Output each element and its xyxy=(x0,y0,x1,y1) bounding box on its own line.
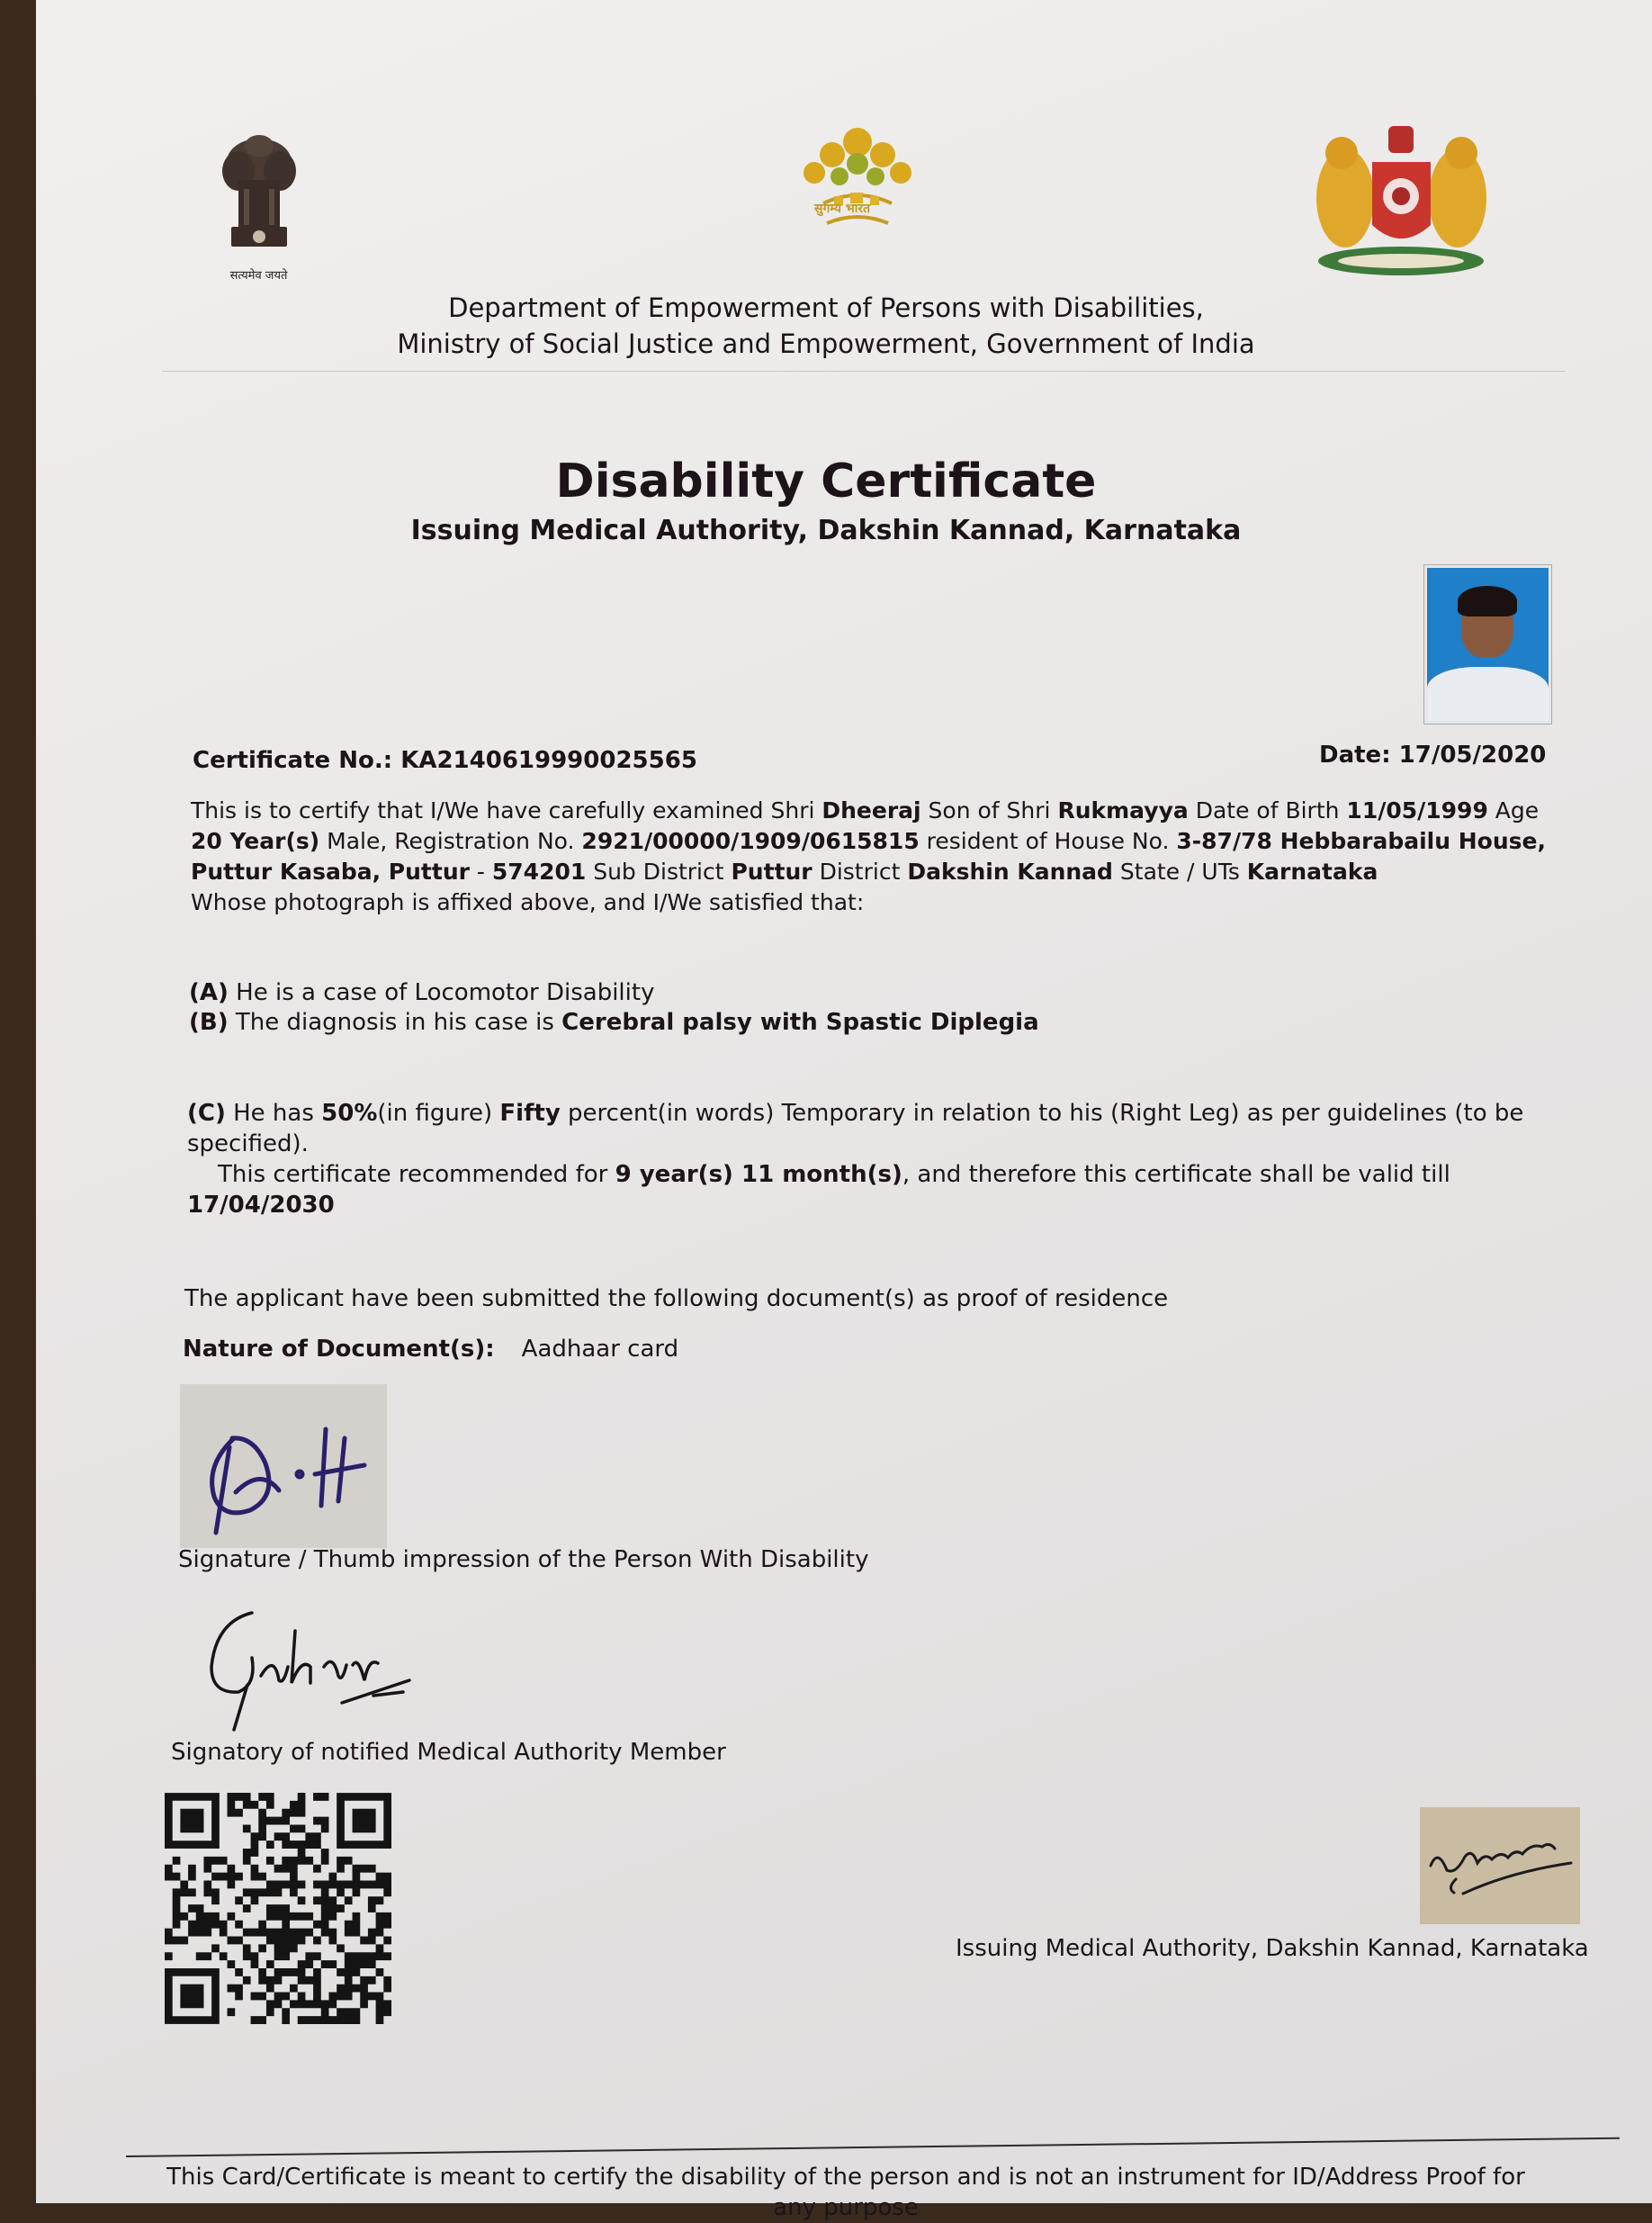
item-c-text: percent(in words) Temporary in relation to his (Right Leg) as per guidelines (to be specified). xyxy=(187,1100,1524,1157)
recommendation xyxy=(187,1159,1555,1220)
validity-period: 9 year(s) 11 month(s) xyxy=(615,1161,902,1188)
body-text: Date of Birth xyxy=(1188,797,1347,824)
district: Dakshin Kannad xyxy=(907,859,1113,885)
body-text: Male, Registration No. xyxy=(319,828,582,854)
body-text: State / UTs xyxy=(1112,859,1247,885)
item-b-label: (B) xyxy=(189,1009,229,1036)
certificate-title: Disability Certificate xyxy=(555,454,1097,508)
item-b xyxy=(189,1009,1039,1036)
item-c-text: (in figure) xyxy=(377,1100,500,1127)
applicant-photo xyxy=(1424,565,1551,724)
item-a-label: (A) xyxy=(189,979,229,1006)
body-text: - xyxy=(469,859,492,885)
pin-code: 574201 xyxy=(491,859,587,885)
body-text: Age xyxy=(1487,797,1540,824)
department-header xyxy=(0,290,1652,362)
certification-paragraph xyxy=(191,796,1554,918)
body-text: resident of House No. xyxy=(919,828,1177,854)
issuing-authority-label: Issuing Medical Authority, Dakshin Kannad, Karnataka xyxy=(956,1935,1589,1962)
certificate-date-label: Date: xyxy=(1319,742,1391,769)
footer-disclaimer: This Card/Certificate is meant to certify the disability of the person and is not an instrument for ID/Address Proof for any purpose xyxy=(166,2164,1525,2221)
pwd-signature-label: Signature / Thumb impression of the Person With Disability xyxy=(178,1546,869,1573)
item-c-text: He has xyxy=(225,1100,322,1127)
state: Karnataka xyxy=(1246,859,1378,885)
sub-district: Puttur xyxy=(731,859,813,885)
body-text: Whose photograph is affixed above, and I/We satisfied that: xyxy=(191,889,865,915)
document-nature xyxy=(183,1336,678,1363)
item-a-text: He is a case of Locomotor Disability xyxy=(228,979,655,1006)
document-nature-label: Nature of Document(s): xyxy=(183,1336,495,1363)
certificate-number-label: Certificate No.: xyxy=(193,747,393,774)
house-address: 3-87/78 Hebbarabailu House, Puttur Kasaba, Puttur xyxy=(191,828,1546,885)
body-text: District xyxy=(812,859,908,885)
qr-code-icon xyxy=(165,1793,391,2024)
body-text: Sub District xyxy=(586,859,732,885)
certificate-number xyxy=(193,747,697,774)
item-c xyxy=(187,1098,1555,1159)
emblem-middle-text: सुगम्य भारत xyxy=(814,202,871,216)
diagnosis: Cerebral palsy with Spastic Diplegia xyxy=(561,1009,1039,1036)
department-line-2: Ministry of Social Justice and Empowerment, Government of India xyxy=(397,328,1255,359)
national-emblem-icon xyxy=(211,126,306,284)
father-name: Rukmayya xyxy=(1057,797,1189,824)
karnataka-emblem-icon xyxy=(1309,117,1494,284)
accessible-india-logo-icon xyxy=(787,117,927,248)
medical-member-signature-label: Signatory of notified Medical Authority Member xyxy=(171,1739,726,1766)
certificate-date-value: 17/05/2020 xyxy=(1398,742,1547,769)
certificate-date xyxy=(1319,742,1546,769)
applicant-age: 20 Year(s) xyxy=(191,828,320,854)
date-of-birth: 11/05/1999 xyxy=(1346,797,1488,824)
disability-percent-words: Fifty xyxy=(499,1100,561,1127)
department-line-1: Department of Empowerment of Persons with Disabilities, xyxy=(448,292,1204,323)
registration-number: 2921/00000/1909/0615815 xyxy=(581,828,920,854)
issuing-authority-signature-image xyxy=(1420,1807,1580,1924)
residence-proof-text: The applicant have been submitted the following document(s) as proof of residence xyxy=(184,1285,1169,1312)
pwd-signature-image xyxy=(180,1384,387,1548)
valid-till-date: 17/04/2030 xyxy=(187,1192,335,1219)
applicant-name: Dheeraj xyxy=(822,797,921,824)
disability-percent: 50% xyxy=(321,1100,378,1127)
item-c-label: (C) xyxy=(187,1100,226,1127)
document-nature-value: Aadhaar card xyxy=(521,1336,679,1363)
item-a xyxy=(189,979,654,1006)
recommendation-text: This certificate recommended for xyxy=(218,1161,615,1188)
certificate-number-value: KA2140619990025565 xyxy=(400,747,697,774)
body-text: Son of Shri xyxy=(920,797,1058,824)
certificate-subtitle: Issuing Medical Authority, Dakshin Kannad, Karnataka xyxy=(410,515,1242,546)
header-divider xyxy=(162,371,1566,372)
body-text: This is to certify that I/We have carefully examined Shri xyxy=(191,797,822,824)
recommendation-text: , and therefore this certificate shall be valid till xyxy=(902,1161,1450,1188)
medical-member-signature-image xyxy=(198,1595,432,1739)
item-b-text: The diagnosis in his case is xyxy=(228,1009,562,1036)
emblem-motto: सत्यमेव जयते xyxy=(229,269,288,283)
